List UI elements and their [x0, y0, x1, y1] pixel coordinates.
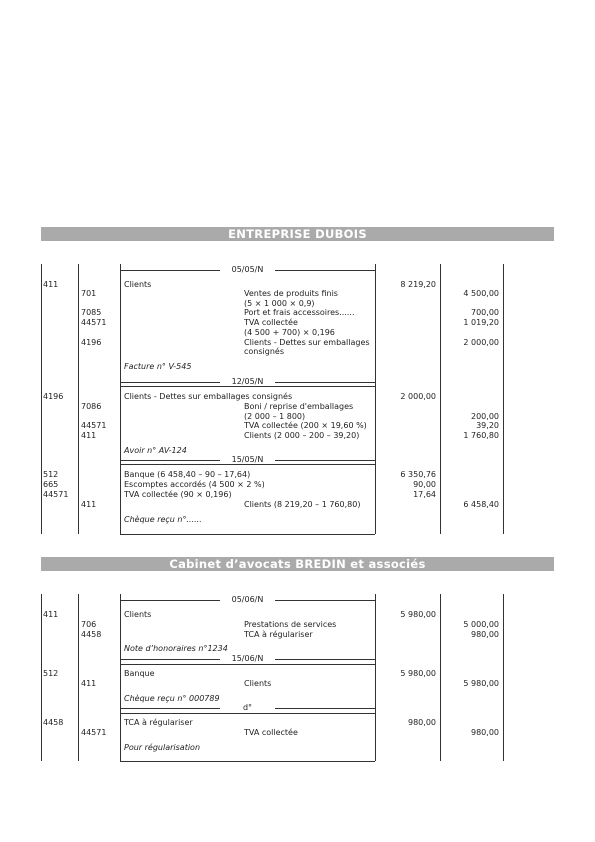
date-rule-left [120, 382, 220, 383]
entry-date: d° [242, 703, 253, 712]
account-label: (4 500 + 700) × 0,196 [244, 327, 335, 337]
credit-account-number: 7085 [81, 308, 102, 317]
debit-account-number: 411 [43, 610, 59, 619]
credit-account-number: 4458 [81, 629, 102, 639]
account-label: Escomptes accordés (4 500 × 2 %) [124, 480, 265, 489]
credit-amount: 5 980,00 [463, 679, 499, 688]
account-label: (2 000 – 1 800) [244, 411, 306, 421]
debit-amount: 90,00 [413, 480, 436, 489]
credit-account-number: 44571 [81, 728, 107, 737]
entry-date: 15/06/N [231, 654, 264, 663]
debit-account-number: 4196 [43, 392, 64, 401]
debit-account-number: 44571 [43, 489, 69, 499]
date-rule-left [120, 600, 220, 601]
date-rule-left [120, 659, 220, 660]
account-label: Clients - Dettes sur emballages [244, 337, 370, 347]
debit-amount: 8 219,20 [400, 280, 436, 289]
entry-date: 05/06/N [231, 595, 264, 604]
credit-amount: 4 500,00 [463, 289, 499, 298]
column-rule [375, 594, 376, 761]
column-rule [41, 264, 42, 534]
debit-account-number: 4458 [43, 718, 64, 727]
entry-closing-rule [120, 664, 375, 665]
entry-reference: Avoir n° AV-124 [124, 446, 187, 455]
debit-amount: 17,64 [413, 489, 436, 499]
debit-amount: 5 980,00 [400, 669, 436, 678]
account-label: Banque [124, 669, 155, 678]
debit-account-number: 665 [43, 480, 59, 489]
entry-date: 15/05/N [231, 455, 264, 464]
credit-account-number: 44571 [81, 421, 107, 430]
date-rule-right [275, 708, 375, 709]
column-rule [375, 264, 376, 534]
date-rule-right [275, 270, 375, 271]
date-rule-right [275, 382, 375, 383]
credit-account-number: 411 [81, 679, 97, 688]
section-title-0: ENTREPRISE DUBOIS [41, 227, 554, 241]
credit-account-number: 7086 [81, 402, 102, 411]
account-label: TVA collectée [244, 318, 298, 327]
column-rule [503, 264, 504, 534]
column-rule [41, 594, 42, 761]
entry-reference: Pour régularisation [124, 742, 201, 752]
credit-amount: 39,20 [476, 421, 499, 430]
date-rule-left [120, 708, 220, 709]
entry-reference: Chèque reçu n°...... [124, 514, 202, 524]
entry-closing-rule [120, 534, 375, 535]
account-label: Clients - Dettes sur emballages consignés [124, 392, 293, 401]
credit-account-number: 411 [81, 430, 97, 440]
entry-closing-rule [120, 761, 375, 762]
column-rule [78, 264, 79, 534]
debit-account-number: 512 [43, 470, 59, 479]
account-label: (5 × 1 000 × 0,9) [244, 298, 315, 308]
credit-account-number: 701 [81, 289, 97, 298]
date-rule-left [120, 270, 220, 271]
column-rule [440, 264, 441, 534]
credit-amount: 6 458,40 [463, 499, 499, 509]
account-label: consignés [244, 347, 284, 356]
entry-reference: Note d’honoraires n°1234 [124, 644, 228, 653]
account-label: Clients [124, 610, 152, 619]
debit-amount: 2 000,00 [400, 392, 436, 401]
credit-amount: 200,00 [471, 411, 499, 421]
column-rule [120, 264, 121, 534]
account-label: Clients (2 000 – 200 – 39,20) [244, 430, 360, 440]
credit-account-number: 411 [81, 499, 97, 509]
entry-date: 05/05/N [231, 265, 264, 274]
column-rule [120, 594, 121, 761]
credit-amount: 700,00 [471, 308, 499, 317]
account-label: TCA à régulariser [244, 629, 313, 639]
account-label: TVA collectée [244, 728, 298, 737]
account-label: Clients [124, 280, 152, 289]
section-title-1: Cabinet d’avocats BREDIN et associés [41, 557, 554, 571]
account-label: Boni / reprise d'emballages [244, 402, 354, 411]
date-rule-right [275, 659, 375, 660]
column-rule [78, 594, 79, 761]
date-rule-right [275, 600, 375, 601]
account-label: Clients [244, 679, 272, 688]
account-label: Clients (8 219,20 – 1 760,80) [244, 499, 361, 509]
credit-amount: 980,00 [471, 728, 499, 737]
account-label: Prestations de services [244, 620, 337, 629]
credit-amount: 1 760,80 [463, 430, 499, 440]
debit-account-number: 512 [43, 669, 59, 678]
credit-amount: 1 019,20 [463, 318, 499, 327]
credit-amount: 5 000,00 [463, 620, 499, 629]
debit-account-number: 411 [43, 280, 59, 289]
debit-amount: 6 350,76 [400, 470, 436, 479]
account-label: Banque (6 458,40 – 90 – 17,64) [124, 470, 251, 479]
entry-reference: Facture n° V-545 [124, 362, 192, 371]
column-rule [440, 594, 441, 761]
column-rule [503, 594, 504, 761]
entry-reference: Chèque reçu n° 000789 [124, 693, 220, 703]
debit-amount: 5 980,00 [400, 610, 436, 619]
account-label: TVA collectée (90 × 0,196) [124, 489, 232, 499]
credit-amount: 980,00 [471, 629, 499, 639]
credit-account-number: 4196 [81, 337, 102, 347]
date-rule-right [275, 460, 375, 461]
date-rule-left [120, 460, 220, 461]
account-label: TVA collectée (200 × 19,60 %) [244, 421, 367, 430]
entry-closing-rule [120, 713, 375, 714]
account-label: TCA à régulariser [124, 718, 193, 727]
entry-date: 12/05/N [231, 377, 264, 386]
credit-account-number: 706 [81, 620, 97, 629]
account-label: Ventes de produits finis [244, 289, 338, 298]
debit-amount: 980,00 [408, 718, 436, 727]
credit-account-number: 44571 [81, 318, 107, 327]
credit-amount: 2 000,00 [463, 337, 499, 347]
account-label: Port et frais accessoires...... [244, 308, 355, 317]
